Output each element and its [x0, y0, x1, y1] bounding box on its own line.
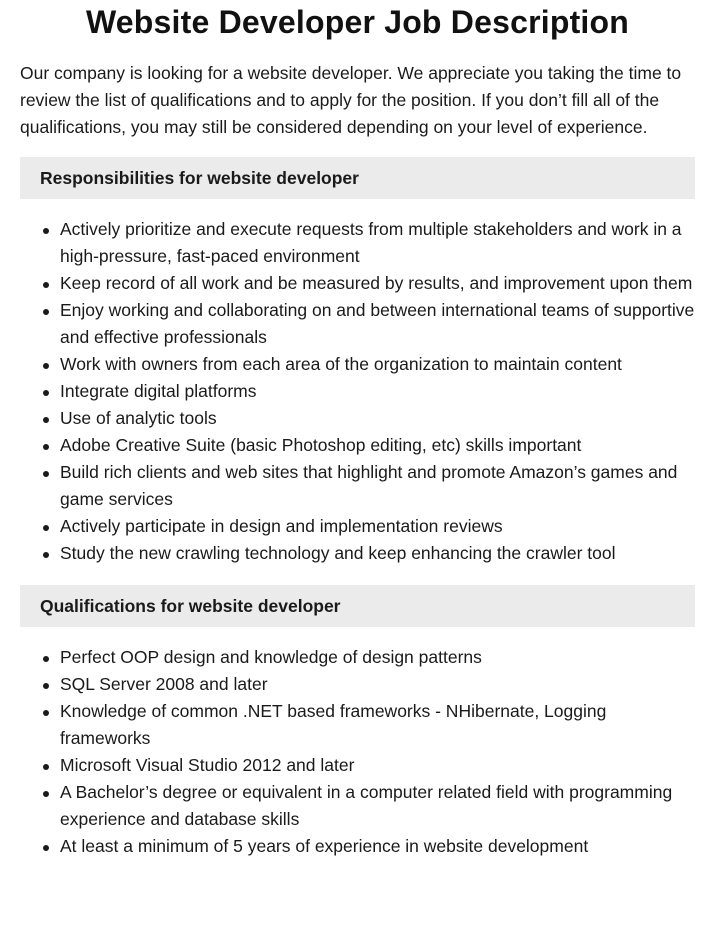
qualifications-heading: Qualifications for website developer [20, 585, 695, 627]
list-item: At least a minimum of 5 years of experience in website development [60, 833, 695, 860]
list-item: Build rich clients and web sites that highlight and promote Amazon’s games and game services [60, 459, 695, 513]
list-item: Enjoy working and collaborating on and between international teams of supportive and effective professionals [60, 297, 695, 351]
list-item: Actively prioritize and execute requests from multiple stakeholders and work in a high-pressure, fast-paced environment [60, 216, 695, 270]
list-item: Study the new crawling technology and keep enhancing the crawler tool [60, 540, 695, 567]
intro-paragraph: Our company is looking for a website developer. We appreciate you taking the time to review the list of qualifications and to apply for the position. If you don’t fill all of the qualifications, you may still be considered depending on your level of experience. [20, 63, 682, 137]
list-item: Keep record of all work and be measured by results, and improvement upon them [60, 270, 695, 297]
list-item: Integrate digital platforms [60, 378, 695, 405]
responsibilities-list [20, 216, 695, 567]
list-item: Perfect OOP design and knowledge of design patterns [60, 644, 695, 671]
page-title: Website Developer Job Description [85, 4, 630, 40]
list-item: SQL Server 2008 and later [60, 671, 695, 698]
list-item: Work with owners from each area of the organization to maintain content [60, 351, 695, 378]
responsibilities-heading: Responsibilities for website developer [20, 157, 695, 199]
list-item: Knowledge of common .NET based frameworks - NHibernate, Logging frameworks [60, 698, 695, 752]
list-item: A Bachelor’s degree or equivalent in a computer related field with programming experience and database skills [60, 779, 695, 833]
list-item: Use of analytic tools [60, 405, 695, 432]
list-item: Adobe Creative Suite (basic Photoshop editing, etc) skills important [60, 432, 695, 459]
list-item: Actively participate in design and implementation reviews [60, 513, 695, 540]
qualifications-list [20, 644, 695, 860]
list-item: Microsoft Visual Studio 2012 and later [60, 752, 695, 779]
